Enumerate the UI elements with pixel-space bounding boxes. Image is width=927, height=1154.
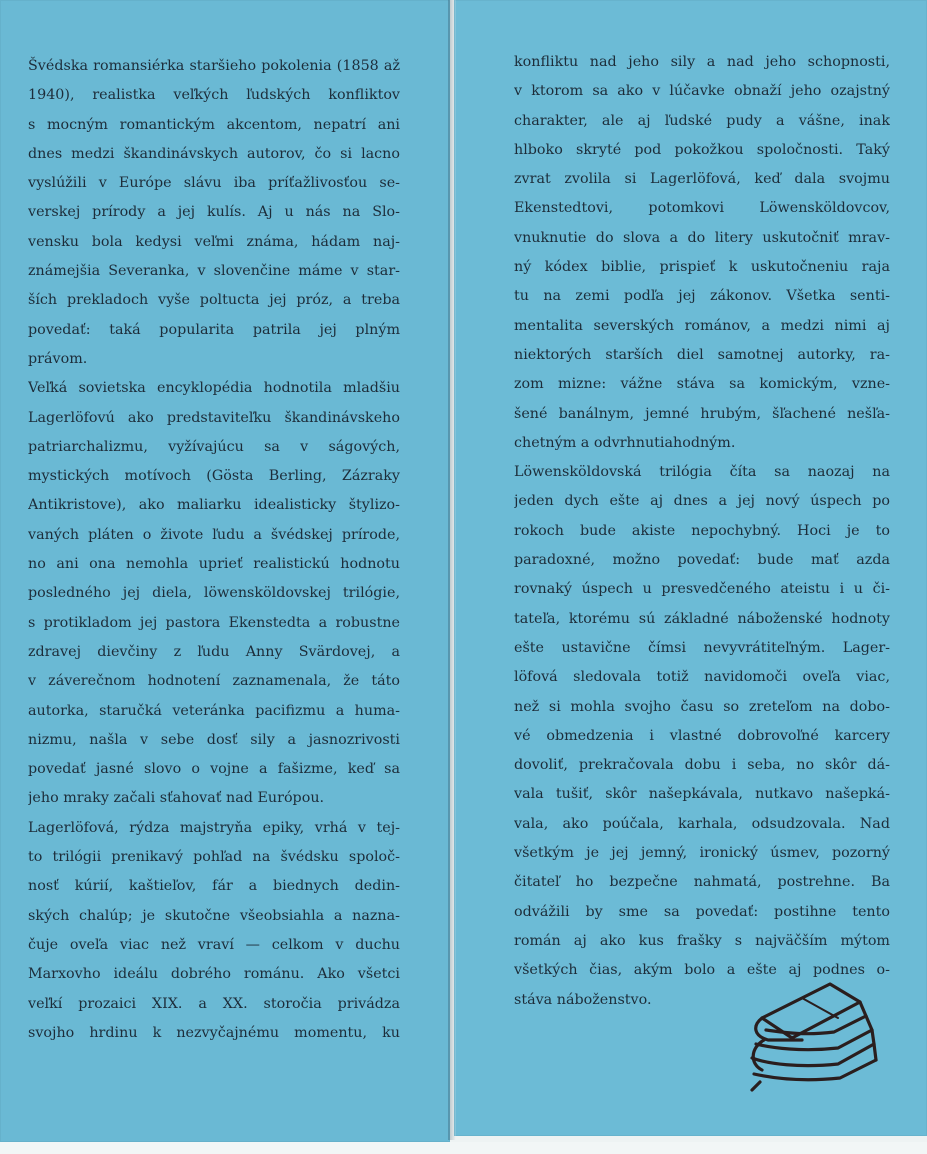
left-text-line: autorka, staručká veteránka pacifizmu a huma- [28,702,400,719]
right-text-line: ešte ustavične čímsi nevyvrátiteľným. Lager- [514,639,890,656]
right-text-line: rokoch bude akiste nepochybný. Hoci je to [514,522,890,539]
right-text-line: ný kódex biblie, prispieť k uskutočneniu raja [514,259,890,276]
left-text-line: vaných pláten o živote ľudu a švédskej prírode, [28,526,400,543]
left-text-line: jeho mraky začali sťahovať nad Európou. [28,790,325,807]
left-text-line: dnes medzi škandinávskych autorov, čo si lacno [28,145,400,162]
left-text-line: ských chalúp; je skutočne všeobsiahla a nazna- [28,907,400,924]
right-text-column [514,48,890,1015]
right-text-line: tateľa, ktorému sú základné náboženské hodnoty [514,610,890,627]
right-text-line: vala tušiť, skôr našepkávala, nutkavo našepká- [514,786,890,803]
right-text-line: než si mohla svojho času so zreteľom na dobo- [514,698,890,715]
right-text-line: jeden dych ešte aj dnes a jej nový úspech po [514,493,890,510]
left-text-line: patriarchalizmu, vyžívajúcu sa v ságových, [28,438,400,455]
left-text-line: Antikristove), ako maliarku idealisticky štylizo- [28,497,400,514]
right-text-line: chetným a odvrhnutiahodným. [514,434,736,451]
left-text-line: vyslúžili v Európe slávu iba príťažlivosťou se- [28,175,400,192]
left-text-line: ších prekladoch vyše poltucta jej próz, a treba [28,292,400,309]
left-text-line: to trilógii prenikavý pohľad na švédsku spoloč- [28,849,400,866]
right-text-line: všetkých čias, akým bolo a ešte aj podnes o- [514,962,890,979]
left-text-line: v záverečnom hodnotení zaznamenala, že táto [28,673,400,690]
right-text-line: dovoliť, prekračovala dobu i seba, no skôr dá- [514,757,890,774]
left-text-line: veľkí prozaici XIX. a XX. storočia privádza [28,995,400,1012]
right-text-line: zom mizne: vážne stáva sa komickým, vzne- [514,376,890,393]
left-text-line: povedať jasné slovo o vojne a fašizme, keď sa [28,761,400,778]
left-text-line: nosť kúrií, kaštieľov, fár a biednych dedin- [28,878,400,895]
right-text-line: tu na zemi podľa jej zákonov. Všetka senti- [514,288,890,305]
right-text-line: niektorých starších diel samotnej autorky, ra- [514,346,890,363]
left-text-line: mystických motívoch (Gösta Berling, Zázraky [28,468,400,485]
left-text-line: no ani ona nemohla uprieť realistickú hodnotu [28,556,400,573]
right-text-line: paradoxné, možno povedať: bude mať azda [514,552,890,569]
right-text-line: zvrat zvolila si Lagerlöfová, keď dala svojmu [514,171,890,188]
right-text-line: hlboko skryté pod pokožkou spoločnosti. Taký [514,141,890,158]
right-text-line: odvážili by sme sa povedať: postihne tento [514,903,890,920]
right-text-line: šené banálnym, jemné hrubým, šľachené nešľa- [514,405,890,422]
left-text-line: 1940), realistka veľkých ľudských konfliktov [28,87,400,104]
right-text-line: mentalita severských románov, a medzi nimi aj [514,317,890,334]
left-text-line: vensku bola kedysi veľmi známa, hádam naj- [28,233,400,250]
right-text-line: román aj ako kus frašky s najväčším mýtom [514,932,890,949]
fold-gap [448,0,456,1140]
left-text-line: posledného jej diela, löwensköldovskej trilógie, [28,585,400,602]
right-text-line: všetkým je jej jemný, ironický úsmev, pozorný [514,845,890,862]
right-text-line: v ktorom sa ako v lúčavke obnaží jeho ozajstný [514,83,890,100]
right-text-line: Löwensköldovská trilógia číta sa naozaj na [514,464,890,481]
left-text-line: povedať: taká popularita patrila jej plným [28,321,400,338]
paper-bottom-edge [0,1142,927,1154]
book-doodle-icon [742,978,882,1098]
right-text-line: rovnaký úspech u presvedčeného ateistu i u či- [514,581,890,598]
left-text-line: Švédska romansiérka staršieho pokolenia (1858 až [28,58,400,74]
left-text-line: s mocným romantickým akcentom, nepatrí ani [28,116,400,133]
right-text-line: čitateľ ho bezpečne nahmatá, postrehne. Ba [514,874,890,891]
right-text-line: vé obmedzenia i vlastné dobrovoľné karcery [514,727,890,744]
right-text-line: stáva náboženstvo. [514,991,652,1008]
left-text-line: verskej prírody a jej kulís. Aj u nás na Slo- [28,204,400,221]
right-text-line: löfová sledovala totiž navidomoči oveľa viac, [514,669,890,686]
right-text-line: konfliktu nad jeho sily a nad jeho schopnosti, [514,54,890,70]
left-text-line: s protikladom jej pastora Ekenstedta a robustne [28,614,400,631]
left-text-line: nizmu, našla v sebe dosť sily a jasnozrivosti [28,731,400,748]
left-text-line: Lagerlöfová, rýdza majstryňa epiky, vrhá v tej- [28,819,400,836]
left-text-line: Lagerlöfovú ako predstaviteľku škandinávskeho [28,409,400,426]
left-text-line: svojho hrdinu k nezvyčajnému momentu, ku [28,1024,400,1041]
left-text-line: právom. [28,350,88,367]
left-text-line: Veľká sovietska encyklopédia hodnotila mladšiu [28,380,400,397]
left-text-line: známejšia Severanka, v slovenčine máme v star- [28,263,400,280]
right-text-line: vnuknutie do slova a do litery uskutočniť mrav- [514,229,890,246]
left-text-line: zdravej dievčiny z ľudu Anny Svärdovej, a [28,643,400,660]
right-text-line: charakter, ale aj ľudské pudy a vášne, inak [514,112,890,129]
left-text-line: Marxovho ideálu dobrého románu. Ako všetci [28,966,400,983]
right-text-line: vala, ako poúčala, karhala, odsudzovala. Nad [514,815,890,832]
left-text-column [28,52,400,1048]
left-text-line: čuje oveľa viac než vraví — celkom v duchu [28,936,400,953]
right-text-line: Ekenstedtovi, potomkovi Löwensköldovcov, [514,200,890,217]
